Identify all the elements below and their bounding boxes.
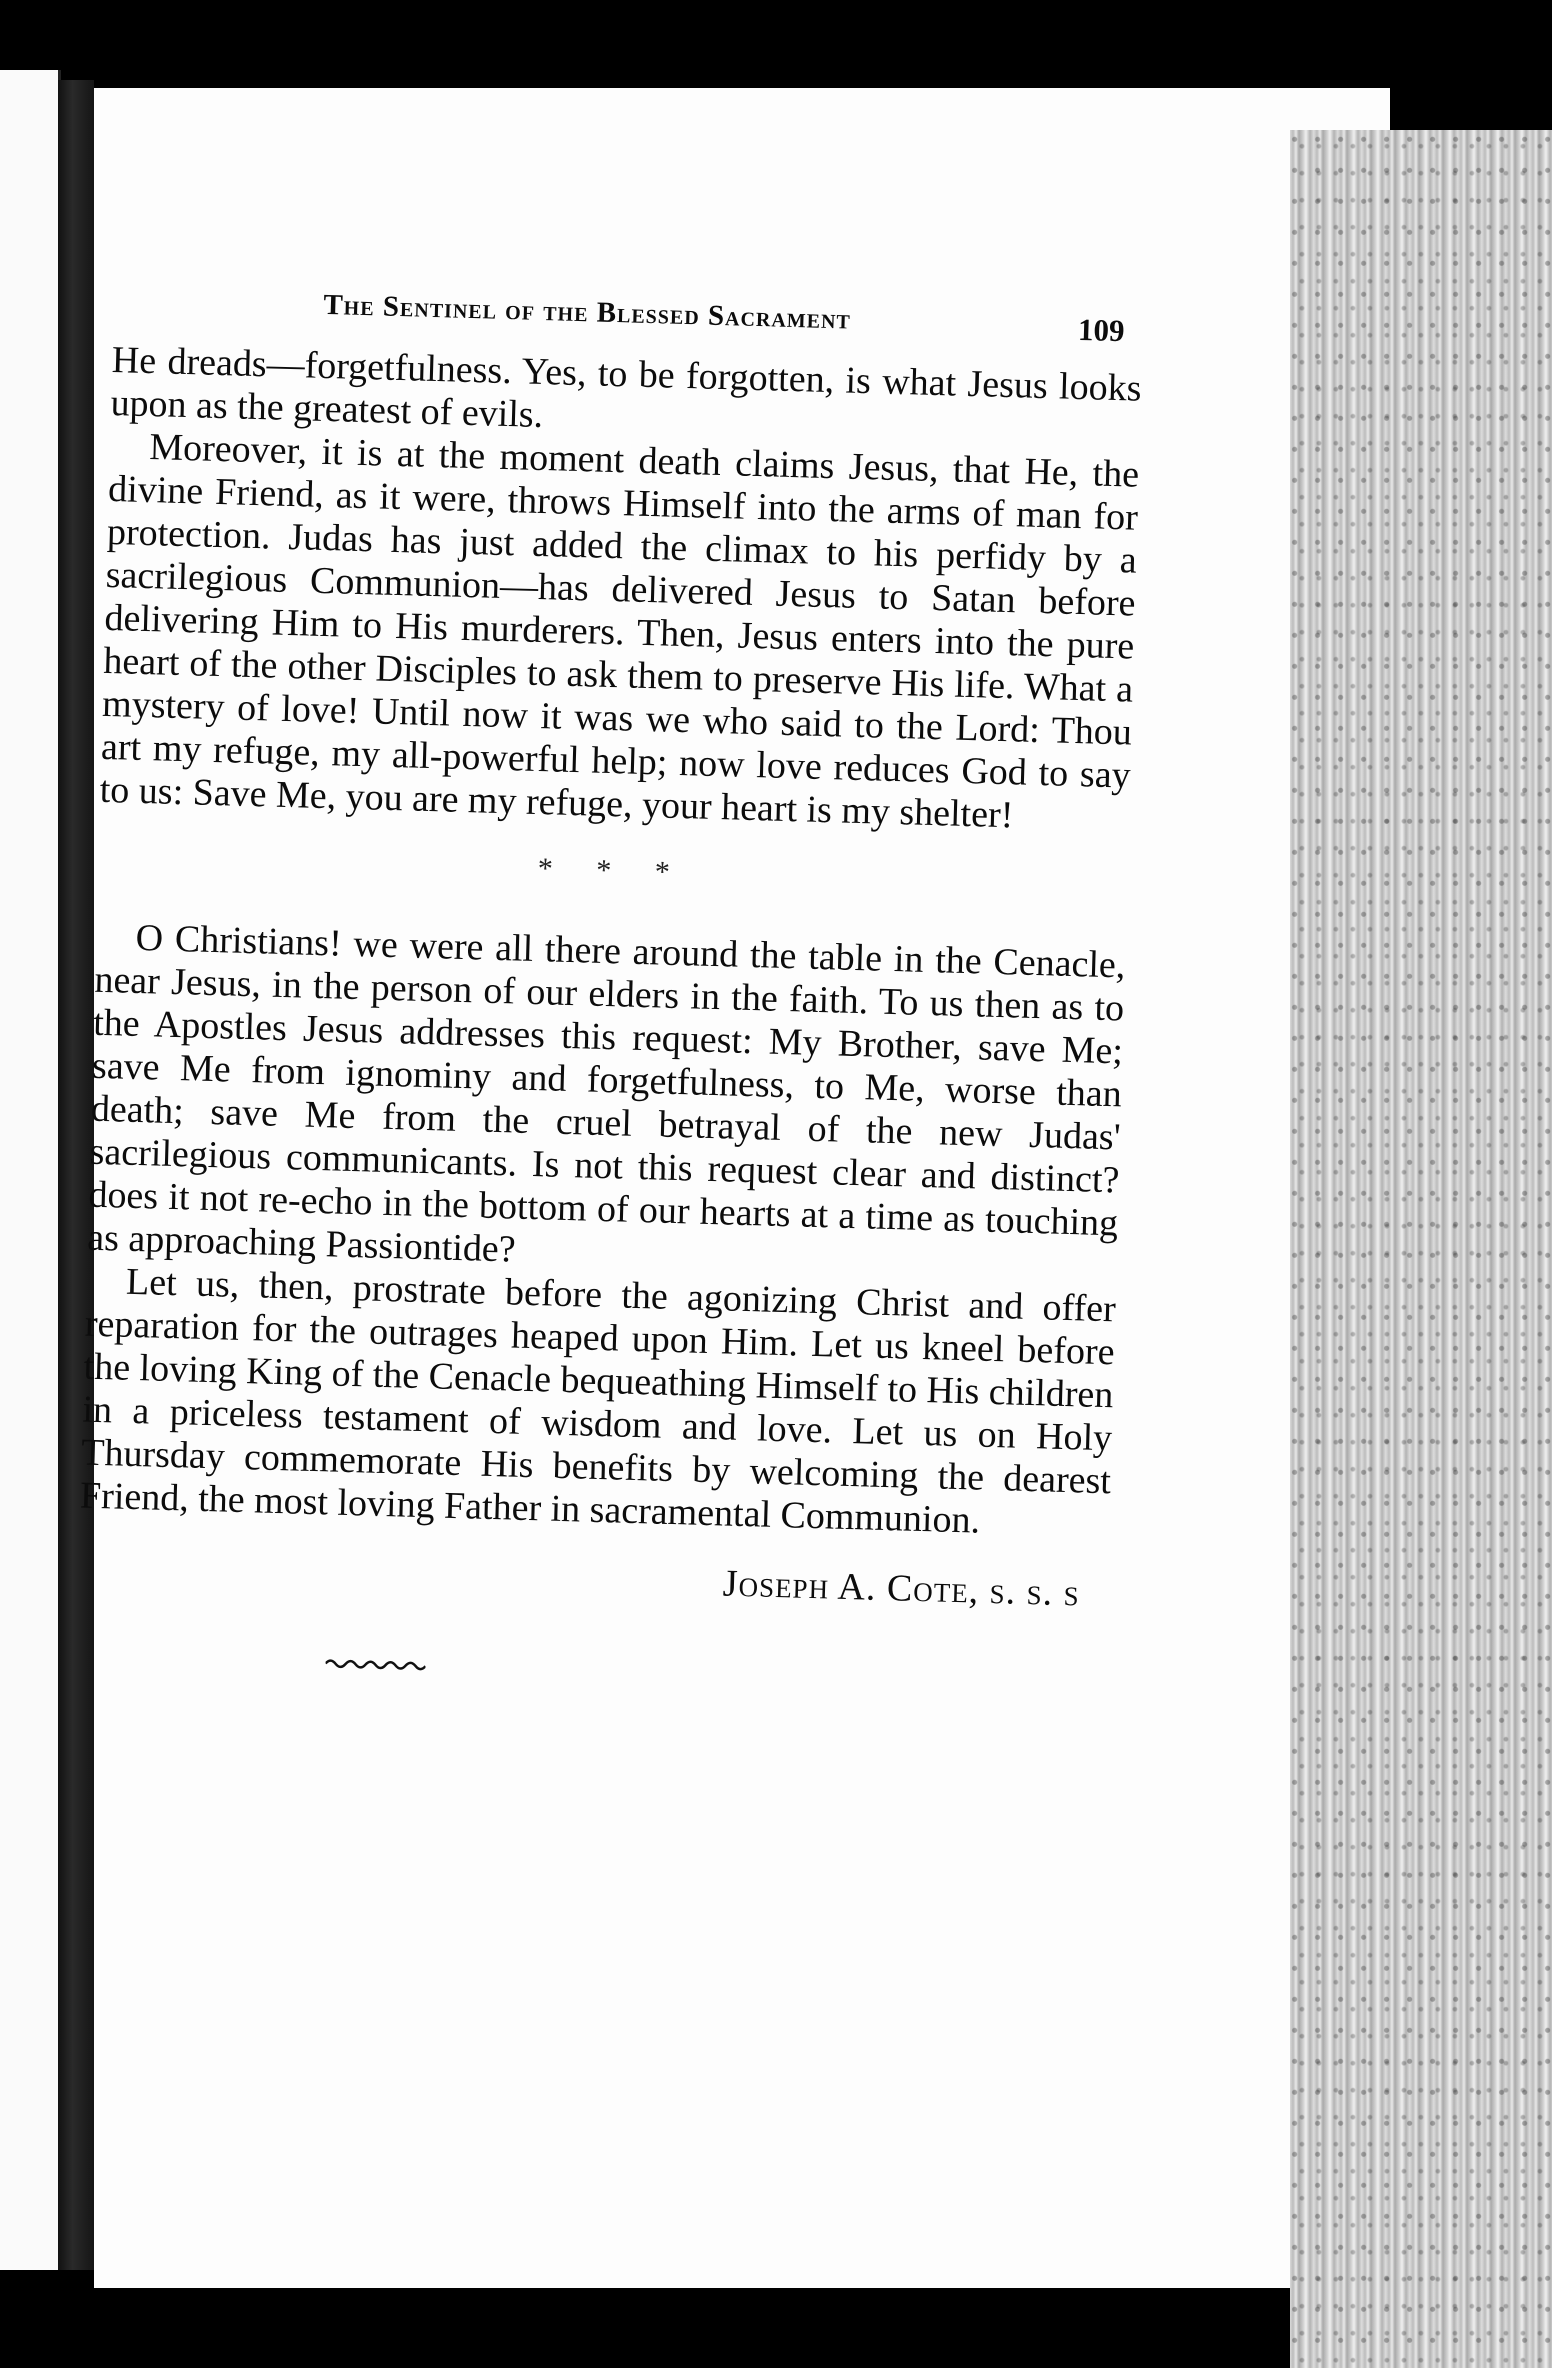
book-page — [79, 88, 1390, 2288]
paragraph-3: O Christians! we were all there around the table in the Cenacle, near Jesus, in the person of our elders in the faith. To us then as to the Apostles Jesus addresses this request: My Brother, save Me; save Me from ignominy and forgetfulness, to Me, worse than death; save Me from the cruel betrayal of the new Judas' sacrilegious communicants. Is not this request clear and distinct? does it not re-echo in the bottom of our hearts at a time as touching as approaching Passiontide? — [86, 916, 1126, 1271]
running-title: The Sentinel of the Blessed Sacrament — [323, 288, 852, 336]
paragraph-4: Let us, then, prostrate before the agonizing Christ and offer reparation for the outrages heaped upon Him. Let us kneel before the loving King of the Cenacle bequeathing Himself to His children in a priceless testament of wisdom and love. Let us on Holy Thursday commemorate His benefits by welcoming the dearest Friend, the most loving Father in sacramental Communion. — [79, 1260, 1117, 1542]
page-number: 109 — [1077, 311, 1126, 349]
author-signature: Joseph A. Cote, s. s. s — [722, 1562, 1081, 1615]
facing-page-edge — [0, 70, 61, 2270]
tail-ornament — [325, 1656, 425, 1673]
wavy-line-ornament — [325, 1656, 425, 1673]
page-content — [75, 283, 1143, 1692]
page-edges-texture — [1290, 130, 1552, 2368]
paragraph-2: Moreover, it is at the moment death claims Jesus, that He, the divine Friend, as it were, throws Himself into the arms of man for protection. Judas has just added the climax to his perfidy by a sacrilegious Communion—has delivered Jesus to Satan before delivering Him to His murderers. Then, Jesus enters into the pure heart of the other Disciples to ask them to preserve His life. What a mystery of love! Until now it was we who said to the Lord: Thou art my refuge, my all-powerful help; now love reduces God to say to us: Save Me, you are my refuge, your heart is my shelter! — [99, 426, 1140, 837]
section-separator: * * * — [537, 852, 689, 890]
paragraph-1: He dreads—forgetfulness. Yes, to be forgotten, is what Jesus looks upon as the greatest of evils. — [110, 338, 1143, 437]
